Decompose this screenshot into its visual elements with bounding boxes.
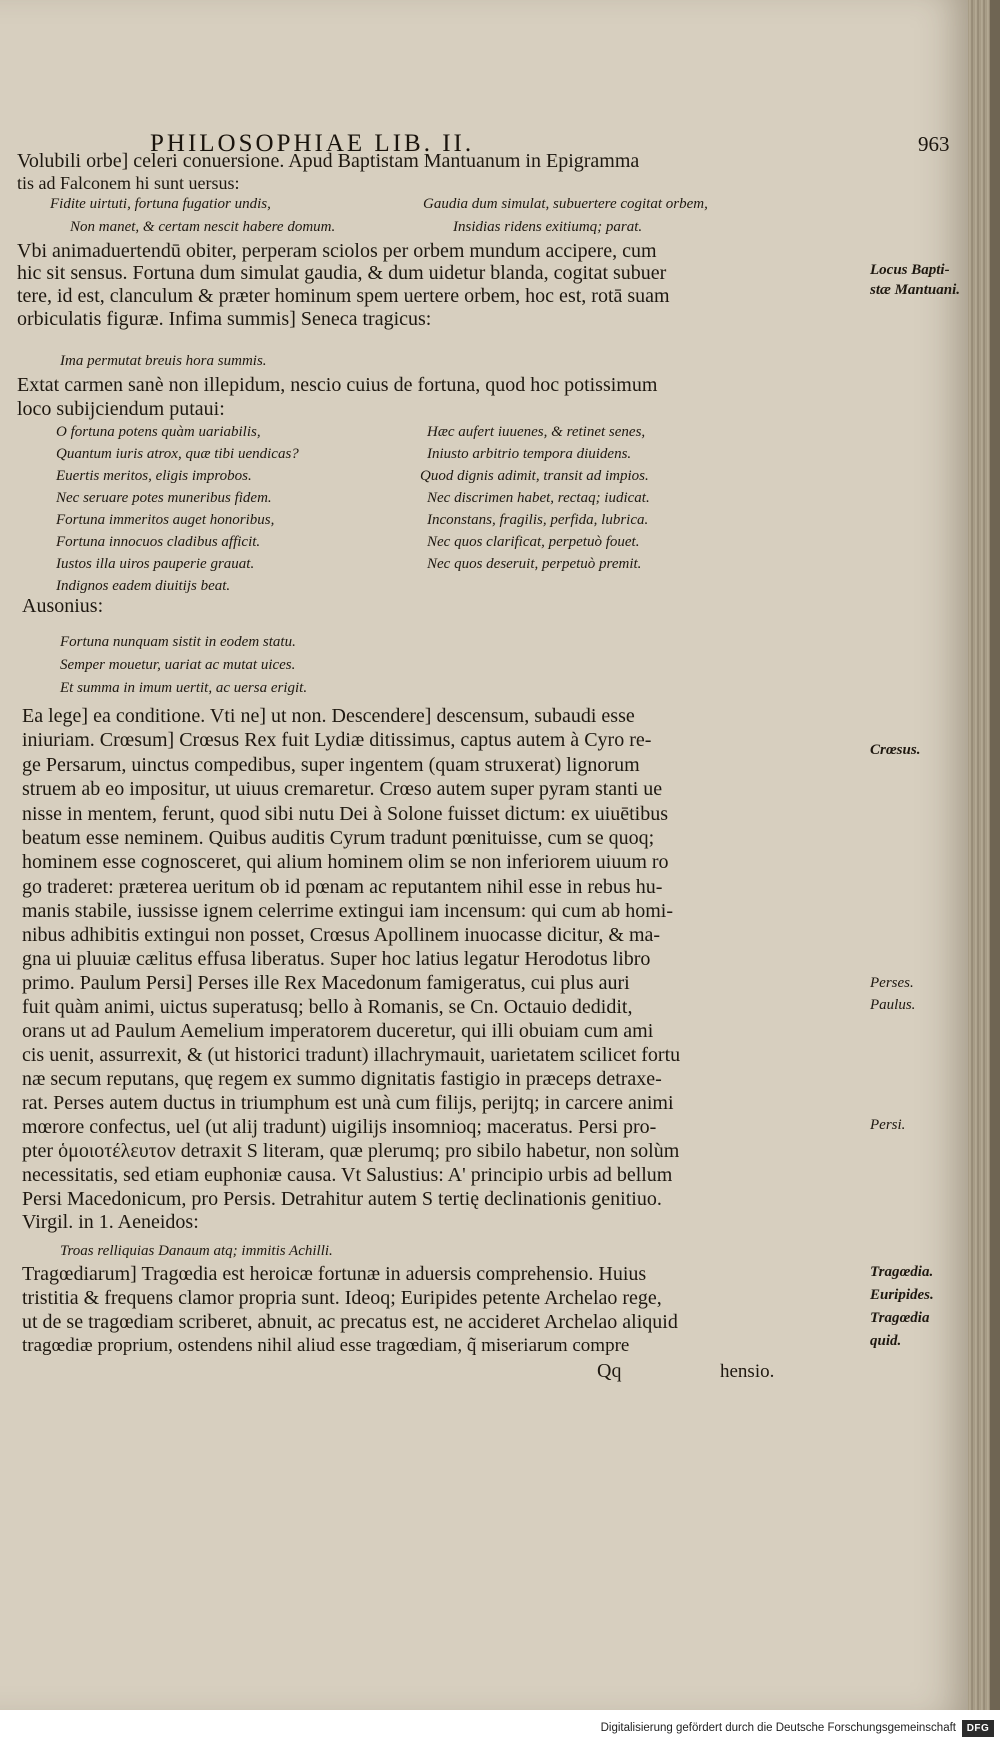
verse-line: Nec seruare potes muneribus fidem. bbox=[56, 490, 272, 506]
text-line: pter ὁμοιοτέλευτον detraxit S literam, quæ plerumq; pro sibilo habetur, non solùm bbox=[22, 1140, 680, 1162]
margin-note: Persi. bbox=[870, 1117, 906, 1133]
margin-note: Paulus. bbox=[870, 997, 916, 1013]
verse-line: Insidias ridens exitiumq; parat. bbox=[453, 219, 643, 235]
running-title: PHILOSOPHIAE LIB. II. bbox=[150, 130, 475, 157]
text-line: ge Persarum, uinctus compedibus, super ingentem (quam struxerat) lignorum bbox=[22, 754, 640, 776]
verse-line: Quod dignis adimit, transit ad impios. bbox=[420, 468, 649, 484]
text-line: tragœdiæ proprium, ostendens nihil aliud esse tragœdiam, q̃ miseriarum compre bbox=[22, 1335, 630, 1356]
verse-line: Fidite uirtuti, fortuna fugatior undis, bbox=[50, 196, 271, 212]
book-spine-shadow bbox=[990, 0, 1000, 1710]
text-line: tere, id est, clanculum & præter hominum spem uertere orbem, hoc est, rotā suam bbox=[17, 285, 670, 307]
text-line: hominem esse cognosceret, qui alium hominem olim se non inferiorem uiuum ro bbox=[22, 851, 669, 873]
verse-line: Quantum iuris atrox, quæ tibi uendicas? bbox=[56, 446, 299, 462]
text-line: Extat carmen sanè non illepidum, nescio cuius de fortuna, quod hoc potissimum bbox=[17, 374, 658, 396]
text-line: primo. Paulum Persi] Perses ille Rex Macedonum famigeratus, cui plus auri bbox=[22, 972, 630, 994]
margin-note: Perses. bbox=[870, 975, 914, 991]
verse-line: Inconstans, fragilis, perfida, lubrica. bbox=[427, 512, 649, 528]
verse-line: Et summa in imum uertit, ac uersa erigit. bbox=[60, 680, 308, 696]
catchword: hensio. bbox=[720, 1361, 775, 1382]
text-line: nibus adhibitis extingui non posset, Crœsus Apollinem inuocasse dicitur, & ma- bbox=[22, 924, 661, 946]
dfg-logo: DFG bbox=[962, 1720, 994, 1737]
verse-line: Iniusto arbitrio tempora diuidens. bbox=[427, 446, 632, 462]
verse-line: Nec quos clarificat, perpetuò fouet. bbox=[427, 534, 640, 550]
verse-line: Euertis meritos, eligis improbos. bbox=[56, 468, 252, 484]
text-line: Tragœdiarum] Tragœdia est heroicæ fortunæ in aduersis comprehensio. Huius bbox=[22, 1263, 647, 1285]
text-line: orbiculatis figuræ. Infima summis] Seneca tragicus: bbox=[17, 308, 432, 330]
verse-line: Iustos illa uiros pauperie grauat. bbox=[56, 556, 255, 572]
text-line: manis stabile, iussisse ignem celerrime extingui iam incensum: qui cum ab homi- bbox=[22, 900, 673, 922]
margin-note: Tragœdia. bbox=[870, 1264, 934, 1280]
margin-note: Tragœdia bbox=[870, 1310, 930, 1326]
margin-note: Locus Bapti- bbox=[870, 262, 950, 278]
text-line: struem ab eo impositur, ut uiuus cremaretur. Crœso autem super pyram stanti ue bbox=[22, 778, 663, 800]
margin-note: Euripides. bbox=[870, 1287, 934, 1303]
margin-note: quid. bbox=[870, 1333, 902, 1349]
text-line: nisse in mentem, ferunt, quod sibi nutu Dei à Solone fuisset dictum: ex uiuētibus bbox=[22, 803, 669, 825]
margin-note: stæ Mantuani. bbox=[870, 282, 961, 298]
verse-line: Fortuna innocuos cladibus afficit. bbox=[56, 534, 261, 550]
verse-line: Gaudia dum simulat, subuertere cogitat orbem, bbox=[423, 196, 708, 212]
text-line: Virgil. in 1. Aeneidos: bbox=[22, 1211, 199, 1233]
verse-line: Troas relliquias Danaum atq; immitis Achilli. bbox=[60, 1243, 333, 1259]
text-line: tristitia & frequens clamor propria sunt. Ideoq; Euripides petente Archelao rege, bbox=[22, 1287, 662, 1309]
verse-line: Non manet, & certam nescit habere domum. bbox=[70, 219, 336, 235]
verse-line: Hæc aufert iuuenes, & retinet senes, bbox=[427, 424, 646, 440]
text-line: hic sit sensus. Fortuna dum simulat gaudia, & dum uidetur blanda, cogitat subuer bbox=[17, 262, 667, 284]
text-line: Ea lege] ea conditione. Vti ne] ut non. Descendere] descensum, subaudi esse bbox=[22, 705, 635, 727]
verse-line: Indignos eadem diuitijs beat. bbox=[56, 578, 231, 594]
text-line: mœrore confectus, uel (ut alij tradunt) uigilijs insomnioq; maceratus. Persi pro- bbox=[22, 1116, 657, 1138]
text-line: Volubili orbe] celeri conuersione. Apud Baptistam Mantuanum in Epigramma bbox=[17, 150, 640, 172]
verse-line: Nec discrimen habet, rectaq; iudicat. bbox=[427, 490, 650, 506]
text-line: orans ut ad Paulum Aemelium imperatorem duceretur, qui illi obuiam cum ami bbox=[22, 1020, 654, 1042]
text-line: rat. Perses autem ductus in triumphum est unà cum filijs, perijtq; in carcere animi bbox=[22, 1092, 674, 1114]
text-line: ut de se tragœdiam scriberet, abnuit, ac precatus est, ne accideret Archelao aliquid bbox=[22, 1311, 678, 1333]
text-line: næ secum reputans, quę regem ex summo dignitatis fastigio in præceps detraxe- bbox=[22, 1068, 662, 1090]
text-line: iniuriam. Crœsum] Crœsus Rex fuit Lydiæ ditissimus, captus autem à Cyro re- bbox=[22, 729, 652, 751]
page-number: 963 bbox=[918, 132, 950, 156]
text-line: cis uenit, assurrexit, & (ut historici tradunt) illachrymauit, uarietatem scilicet fortu bbox=[22, 1044, 681, 1066]
verse-line: Fortuna nunquam sistit in eodem statu. bbox=[60, 634, 296, 650]
verse-line: O fortuna potens quàm uariabilis, bbox=[56, 424, 261, 440]
text-line: Ausonius: bbox=[22, 595, 104, 617]
text-line: tis ad Falconem hi sunt uersus: bbox=[17, 173, 240, 193]
text-line: Persi Macedonicum, pro Persis. Detrahitur autem S tertię declinationis genitiuo. bbox=[22, 1188, 662, 1210]
text-line: fuit quàm animi, uictus superatusq; bello à Romanis, se Cn. Octauio dedidit, bbox=[22, 996, 633, 1018]
text-line: necessitatis, sed etiam euphoniæ causa. Vt Salustius: A' principio urbis ad bellum bbox=[22, 1164, 673, 1186]
verse-line: Ima permutat breuis hora summis. bbox=[60, 353, 267, 369]
text-line: loco subijciendum putaui: bbox=[17, 398, 225, 420]
verse-line: Fortuna immeritos auget honoribus, bbox=[56, 512, 275, 528]
text-line: gna ui pluuiæ cælitus effusa liberatus. Super hoc latius legatur Herodotus libro bbox=[22, 948, 651, 970]
footer-credit: Digitalisierung gefördert durch die Deutsche Forschungsgemeinschaft bbox=[600, 1722, 956, 1734]
text-line: Vbi animaduertendū obiter, perperam sciolos per orbem mundum accipere, cum bbox=[17, 240, 657, 262]
text-line: beatum esse neminem. Quibus auditis Cyrum tradunt pœnituisse, cum se quoq; bbox=[22, 827, 655, 849]
verse-line: Semper mouetur, uariat ac mutat uices. bbox=[60, 657, 296, 673]
verse-line: Nec quos deseruit, perpetuò premit. bbox=[427, 556, 642, 572]
text-line: go traderet: præterea ueritum ob id pœnam ac reputantem nihil esse in rebus hu- bbox=[22, 876, 663, 898]
signature-mark: Qq bbox=[597, 1360, 622, 1382]
margin-note: Crœsus. bbox=[870, 742, 921, 758]
